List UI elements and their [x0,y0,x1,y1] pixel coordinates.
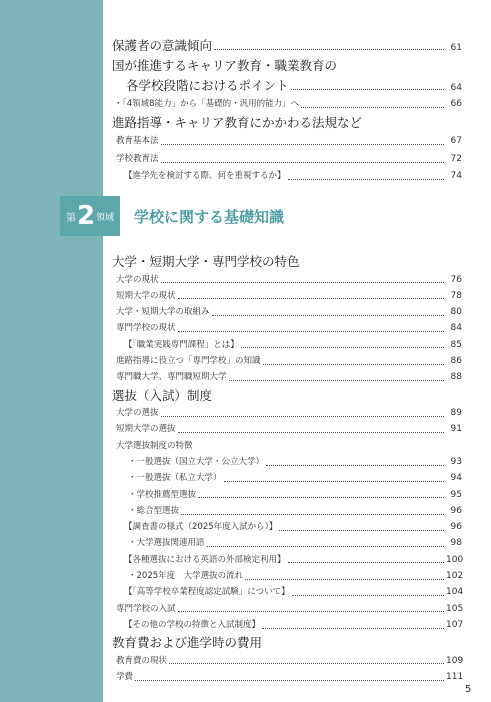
entry-page: 111 [446,672,464,683]
entry-text: 大学の現状 [116,274,159,285]
entry-page: 95 [450,489,462,500]
dot-leader [266,465,444,466]
toc-entry [92,633,462,653]
toc-entry [92,470,462,486]
entry-text: 国が推進するキャリア教育・職業教育の [112,58,338,73]
entry-page: 72 [450,153,462,164]
entry-text: 学校教育法 [116,153,159,164]
toc-entry [92,369,462,385]
entry-text: 専門職大学、専門職短期大学 [116,372,227,383]
dot-leader [279,530,444,531]
entry-text: 専門学校の現状 [116,323,176,334]
toc-entry [92,337,462,353]
entry-page: 102 [446,571,464,582]
entry-page: 85 [450,339,462,350]
toc-entry [92,353,462,369]
dot-leader [178,432,444,433]
toc-top-list [92,36,462,185]
entry-page: 100 [446,554,464,565]
dot-leader [288,562,444,563]
entry-page: 84 [450,323,462,334]
entry-page: 89 [450,408,462,419]
entry-text: 【調査書の様式（2025年度入試から）】 [124,522,278,533]
toc-entry [92,272,462,288]
dot-leader [263,364,444,365]
toc-entry [92,151,462,168]
toc-entry [92,304,462,320]
entry-text: ・2025年度 大学選抜の流れ [128,571,244,582]
toc-entry [92,76,462,96]
dot-leader [135,680,444,681]
toc-entry [92,133,462,150]
entry-page: 64 [450,83,462,93]
toc-entry [92,438,462,454]
dot-leader [178,611,444,612]
entry-text: 【「職業実践専門課程」とは】 [124,339,239,350]
entry-page: 96 [450,505,462,516]
dot-leader [181,514,444,515]
dot-leader [241,347,444,348]
toc-bottom-list [92,252,462,685]
entry-text: 学費 [116,672,134,683]
toc-entry [92,36,462,56]
dot-leader [292,595,444,596]
entry-text: 専門学校の入試 [116,603,176,614]
toc-entry [92,584,462,600]
entry-text: 進路指導に役立つ「専門学校」の知識 [116,355,261,366]
dot-leader [214,49,444,50]
toc-entry [92,653,462,669]
entry-text: 短期大学の選抜 [116,424,176,435]
entry-page: 109 [446,655,464,666]
entry-number: 6 [92,115,102,131]
toc-entry [92,288,462,304]
toc-entry [92,568,462,584]
toc-entry [92,669,462,685]
dot-leader [198,497,444,498]
entry-page: 76 [450,274,462,285]
entry-page: 107 [446,619,464,630]
entry-page: 98 [450,538,462,549]
entry-text: ・一般選抜（国立大学・公立大学） [128,456,265,467]
toc-entry [92,96,462,113]
entry-page: 88 [450,372,462,383]
entry-page: 93 [450,456,462,467]
toc-entry [92,487,462,503]
dot-leader [169,663,444,664]
entry-text: 教育基本法 [116,136,159,147]
entry-text: ・一般選抜（私立大学） [128,473,222,484]
entry-text: 選抜（入試）制度 [112,387,213,403]
entry-text: ・「4領域8能力」から「基礎的・汎用的能力」へ [114,99,300,109]
entry-text: 【「高等学校卒業程度認定試験」について】 [124,587,290,598]
entry-page: 66 [450,99,462,109]
entry-text: 保護者の意識傾向 [112,38,213,53]
entry-page: 74 [450,170,462,181]
section-badge [60,196,120,236]
entry-text: 教育費の現状 [116,655,168,666]
entry-page: 96 [450,522,462,533]
dot-leader [161,416,444,417]
dot-leader [245,579,444,580]
dot-leader [212,315,444,316]
dot-leader [178,331,444,332]
dot-leader [229,380,444,381]
toc-entry [92,320,462,336]
badge-prefix: 第 [65,212,76,224]
entry-text: 【その他の学校の特徴と入試制度】 [124,619,261,630]
dot-leader [224,481,444,482]
dot-leader [178,298,444,299]
entry-text: 大学・短期大学・専門学校の特色 [112,254,300,269]
toc-entry [92,454,462,470]
toc-entry [92,56,462,76]
entry-text: 各学校段階におけるポイント [126,78,289,93]
entry-text: 【進学先を検討する際、何を重視するか】 [124,170,286,181]
toc-entry [92,519,462,535]
toc-entry [92,552,462,568]
badge-number: 2 [76,201,96,231]
page-number: 5 [465,684,472,695]
toc-entry [92,113,462,133]
entry-page: 67 [450,136,462,147]
toc-entry [92,168,462,185]
toc-entry [92,421,462,437]
entry-text: ・総合型選抜 [128,505,180,516]
dot-leader [207,546,444,547]
toc-entry [92,601,462,617]
toc-entry [92,535,462,551]
badge-suffix: 領域 [96,212,115,223]
entry-number: 2 [92,387,102,403]
section-title: 学校に関する基礎知識 [134,207,285,226]
toc-entry [92,405,462,421]
entry-text: 短期大学の現状 [116,290,176,301]
dot-leader [161,162,444,163]
entry-page: 91 [450,424,462,435]
entry-page: 61 [450,43,462,53]
entry-text: 大学選抜制度の特徴 [116,440,193,451]
entry-page: 105 [446,603,464,614]
entry-number: 1 [92,254,102,269]
entry-page: 78 [450,290,462,301]
entry-number: 5 [92,58,102,73]
dot-leader [288,179,444,180]
dot-leader [161,282,444,283]
entry-number: 4 [92,38,102,53]
toc-entry [92,617,462,633]
entry-text: 【各種選抜における英語の外部検定利用】 [124,554,286,565]
entry-text: 教育費および進学時の費用 [112,635,263,651]
dot-leader [161,144,444,145]
section-heading [60,196,430,236]
dot-leader [301,107,444,108]
entry-page: 80 [450,307,462,318]
sidebar-color-band [0,0,103,702]
entry-text: 大学・短期大学の取組み [116,307,210,318]
toc-entry [92,252,462,272]
entry-text: 進路指導・キャリア教育にかかわる法規など [112,115,363,131]
entry-page: 86 [450,355,462,366]
entry-page: 104 [446,587,464,598]
toc-entry [92,386,462,406]
entry-text: 大学の選抜 [116,408,159,419]
toc-entry [92,503,462,519]
dot-leader [262,628,444,629]
entry-text: ・学校推薦型選抜 [128,489,197,500]
entry-text: ・大学選抜関連用語 [128,538,205,549]
entry-page: 94 [450,473,462,484]
dot-leader [291,89,444,90]
entry-number: 3 [92,635,102,651]
